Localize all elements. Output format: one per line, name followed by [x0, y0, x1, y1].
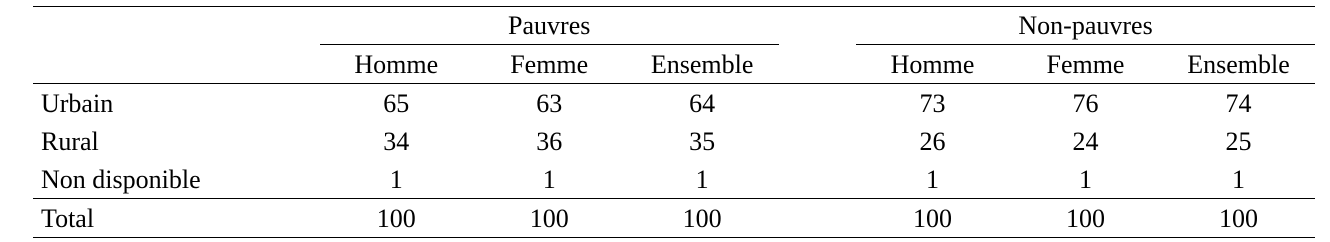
table-cell: 25	[1225, 126, 1252, 156]
table-cell: 64	[689, 88, 716, 118]
table-cell: 1	[1078, 164, 1092, 194]
total-cell: 100	[320, 199, 473, 238]
total-label: Total	[33, 199, 320, 238]
table-cell: 1	[926, 164, 940, 194]
table-cell: 1	[389, 164, 403, 194]
subheader-ensemble: Ensemble	[626, 45, 779, 84]
table-cell: 1	[695, 164, 709, 194]
subheader-homme: Homme	[320, 45, 473, 84]
subheader-homme: Homme	[856, 45, 1009, 84]
row-label: Urbain	[41, 88, 114, 118]
row-label: Non disponible	[41, 164, 201, 194]
table-cell: 24	[1072, 126, 1099, 156]
statistics-table	[33, 6, 1315, 238]
table-cell: 1	[1231, 164, 1245, 194]
total-row	[33, 199, 1315, 238]
table-cell: 73	[919, 88, 946, 118]
total-cell: 100	[1162, 199, 1315, 238]
table-cell: 65	[383, 88, 410, 118]
table-cell: 34	[383, 126, 410, 156]
table-row	[33, 84, 1315, 123]
total-cell: 100	[626, 199, 779, 238]
group-header-pauvres: Pauvres	[320, 7, 779, 45]
table-cell: 1	[542, 164, 556, 194]
table-row	[33, 122, 1315, 160]
row-label: Rural	[41, 126, 99, 156]
total-cell: 100	[1009, 199, 1162, 238]
subheader-femme: Femme	[1009, 45, 1162, 84]
group-header-non-pauvres: Non-pauvres	[856, 7, 1315, 45]
subheader-femme: Femme	[473, 45, 626, 84]
table-cell: 74	[1225, 88, 1252, 118]
table-cell: 36	[536, 126, 563, 156]
table-cell: 35	[689, 126, 716, 156]
total-cell: 100	[473, 199, 626, 238]
table-row	[33, 160, 1315, 199]
table-cell: 63	[536, 88, 563, 118]
table-cell: 76	[1072, 88, 1099, 118]
subheader-ensemble: Ensemble	[1162, 45, 1315, 84]
group-header-row	[33, 7, 1315, 45]
subheader-row	[33, 45, 1315, 84]
total-cell: 100	[856, 199, 1009, 238]
table-cell: 26	[919, 126, 946, 156]
